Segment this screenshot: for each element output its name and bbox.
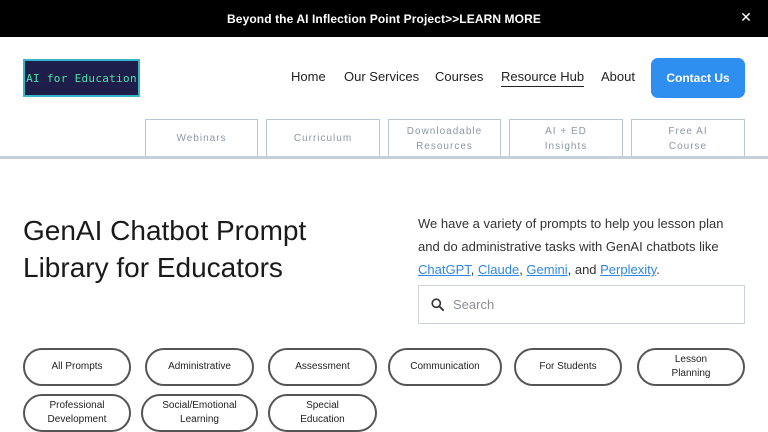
separator: , [470, 262, 478, 277]
filter-label: For Students [539, 361, 597, 372]
nav-resource-hub[interactable]: Resource Hub [501, 69, 584, 87]
separator: , and [567, 262, 601, 277]
subnav-label: Resources [416, 140, 473, 152]
filter-assessment[interactable] [268, 348, 377, 386]
page-title [23, 212, 383, 286]
subnav-label: Insights [544, 140, 588, 152]
filter-professional-development[interactable] [23, 394, 131, 432]
subnav-downloadable-resources[interactable] [388, 119, 501, 157]
nav-courses[interactable]: Courses [435, 69, 484, 84]
site-logo[interactable] [23, 59, 140, 97]
filter-label: Social/Emotional [162, 400, 237, 411]
search-icon [431, 298, 444, 311]
filter-label: Professional [49, 400, 105, 411]
filter-special-education[interactable] [268, 394, 377, 432]
link-claude[interactable]: Claude [477, 262, 520, 277]
filter-label: Learning [180, 414, 219, 425]
filter-label: Assessment [295, 361, 350, 372]
logo-text: AI for Education [26, 71, 137, 85]
page-description [418, 212, 748, 281]
link-chatgpt[interactable]: ChatGPT [418, 262, 471, 277]
subnav-label: Webinars [176, 133, 227, 144]
filter-label: Special [306, 400, 339, 411]
filter-all-prompts[interactable] [23, 348, 131, 386]
filter-label: Education [300, 414, 345, 425]
announcement-banner[interactable] [0, 0, 768, 37]
filter-label: Communication [410, 361, 480, 372]
filter-communication[interactable] [388, 348, 502, 386]
subnav-curriculum[interactable] [266, 119, 380, 157]
subnav-free-ai-course[interactable] [631, 119, 745, 157]
filter-label: Administrative [168, 361, 231, 372]
link-perplexity[interactable]: Perplexity [600, 262, 657, 277]
separator: , [519, 262, 527, 277]
subnav-label: Free AI [668, 125, 708, 137]
filter-administrative[interactable] [145, 348, 254, 386]
nav-home[interactable]: Home [291, 69, 326, 84]
subnav-webinars[interactable] [145, 119, 258, 157]
search-box[interactable] [418, 285, 745, 324]
subnav-label: Curriculum [293, 133, 353, 144]
link-gemini[interactable]: Gemini [526, 262, 568, 277]
nav-about[interactable]: About [601, 69, 635, 84]
search-input[interactable] [453, 297, 723, 312]
close-icon[interactable]: ✕ [740, 8, 752, 25]
contact-us-button[interactable]: Contact Us [651, 58, 745, 98]
page-title-line: GenAI Chatbot Prompt [23, 215, 307, 246]
filter-label: Lesson [674, 354, 708, 365]
header-divider [0, 156, 768, 159]
page-title-line: Library for Educators [23, 252, 283, 283]
description-text: We have a variety of prompts to help you lesson plan and do administrative tasks with GenAI chatbots like [418, 216, 724, 254]
filter-for-students[interactable] [514, 348, 622, 386]
subnav-label: Downloadable [406, 125, 483, 137]
filter-label: Development [47, 414, 107, 425]
filter-label: All Prompts [51, 361, 103, 372]
nav-our-services[interactable]: Our Services [344, 69, 420, 84]
filter-label: Planning [671, 368, 711, 379]
subnav-label: AI + ED [545, 125, 587, 137]
period: . [656, 262, 660, 277]
filter-social-emotional-learning[interactable] [141, 394, 258, 432]
filter-lesson-planning[interactable] [637, 348, 745, 386]
site-header [0, 37, 768, 117]
subnav-ai-ed-insights[interactable] [509, 119, 623, 157]
subnav-label: Course [668, 140, 708, 152]
banner-text[interactable]: Beyond the AI Inflection Point Project>>LEARN MORE [227, 11, 541, 26]
